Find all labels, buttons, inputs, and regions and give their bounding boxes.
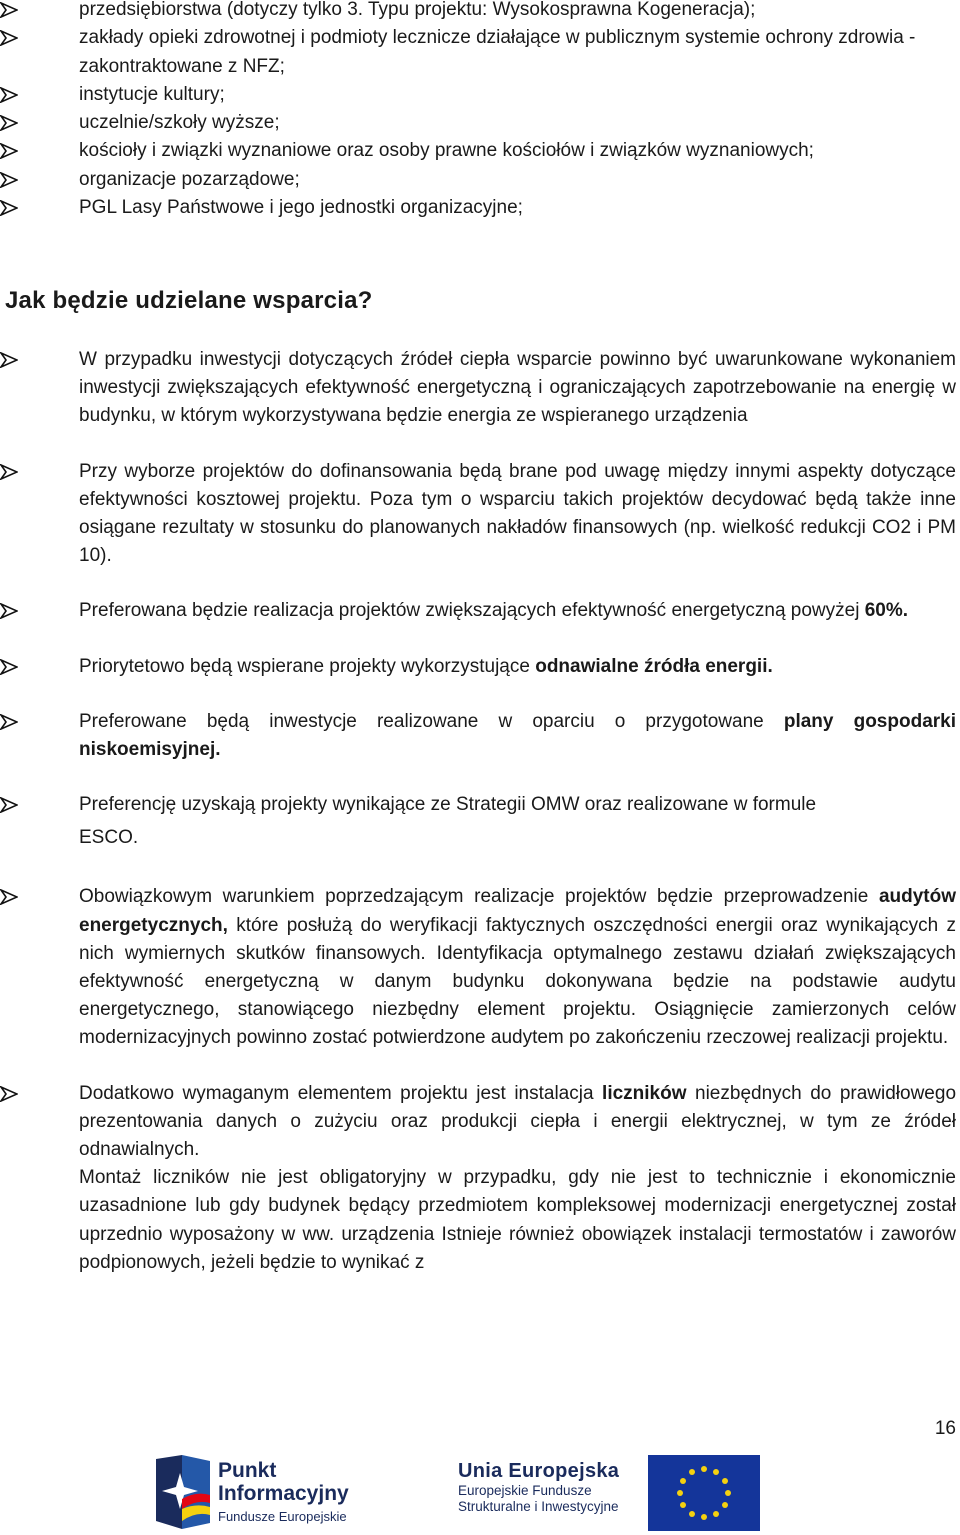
list-item <box>0 883 956 1052</box>
list-item <box>0 166 955 194</box>
paragraph-text: W przypadku inwestycji dotyczących źródeł ciepła wsparcie powinno być uwarunkowane wykonaniem inwestycji zwiększających efektywność energetyczną i ograniczających zapotrzebowanie na energię w budynku, w którym wykorzystywana będzie energia ze wspieranego urządzenia <box>79 349 956 427</box>
arrow-bullet-icon <box>0 172 18 188</box>
eligible-beneficiaries-list <box>0 0 955 222</box>
arrow-bullet-icon <box>0 352 18 368</box>
eu-flag-icon <box>648 1455 760 1531</box>
support-rules-list <box>0 346 956 1277</box>
list-item <box>0 346 956 431</box>
paragraph <box>79 458 956 571</box>
paragraph-text: Preferowana będzie realizacja projektów zwiększających efektywność energetyczną powyżej <box>79 600 860 622</box>
logo-text <box>218 1459 349 1524</box>
paragraph-text: Montaż liczników nie jest obligatoryjny w przypadku, gdy nie jest to technicznie i ekonomicznie uzasadnione lub gdy budynek będący przedmiotem kompleksowej modernizacji energetycznej został uprzednio wyposażony w ww. urządzenia Istnieje również obowiązek instalacji termostatów i zaworów podpionowych, jeżeli będzie to wynikać z <box>79 1167 956 1273</box>
paragraph-text: które posłużą do weryfikacji faktycznych oszczędności energii oraz wynikających z nich wymiernych skutków finansowych. Identyfikacja optymalnego zestawu działań zwiększających efektywność energetyczną w danym budynku dokonywana będzie na podstawie audytu energetycznego, stanowiącego niezbędny element projektu. Osiągnięcie zamierzonych celów modernizacyjnych powinno zostać potwierdzone audytem po zakończeniu rzeczowej realizacji projektu. <box>79 914 956 1049</box>
list-item <box>0 597 956 625</box>
list-item <box>0 81 955 109</box>
logo-subtitle: Strukturalne i Inwestycyjne <box>458 1499 619 1514</box>
logo-subtitle: Europejskie Fundusze <box>458 1483 592 1498</box>
paragraph <box>79 653 956 681</box>
list-item-text: PGL Lasy Państwowe i jego jednostki organizacyjne; <box>79 197 523 219</box>
list-item <box>0 137 955 165</box>
arrow-bullet-icon <box>0 115 18 131</box>
list-item-text: zakłady opieki zdrowotnej i podmioty lecznicze działające w publicznym systemie ochrony zdrowia - zakontraktowane z NFZ; <box>79 27 916 77</box>
list-item <box>0 458 956 571</box>
arrow-bullet-icon <box>0 143 18 159</box>
logo-title: Informacyjny <box>218 1482 349 1505</box>
paragraph-text: Obowiązkowym warunkiem poprzedzającym realizacje projektów będzie przeprowadzenie <box>79 886 869 908</box>
list-item <box>0 1080 956 1277</box>
paragraph <box>79 791 956 856</box>
punkt-informacyjny-logo <box>152 1451 372 1533</box>
arrow-bullet-icon <box>0 200 18 216</box>
list-item <box>0 791 956 856</box>
paragraph-text: Dodatkowo wymaganym elementem projektu jest instalacja <box>79 1082 594 1104</box>
logo-subtitle: Fundusze Europejskie <box>218 1509 347 1524</box>
paragraph <box>79 708 956 764</box>
arrow-bullet-icon <box>0 2 18 18</box>
paragraph-text: niezbędnych do prawidłowego prezentowania danych o zużyciu oraz produkcji ciepła i energii elektrycznej, w tym ze źródeł odnawialnych. <box>79 1082 957 1161</box>
paragraph <box>79 1080 956 1165</box>
list-item <box>0 109 955 137</box>
list-item-text: uczelnie/szkoły wyższe; <box>79 112 280 134</box>
list-item-text: kościoły i związki wyznaniowe oraz osoby prawne kościołów i związków wyznaniowych; <box>79 140 814 162</box>
logo-text <box>458 1459 619 1515</box>
bold-text: 60%. <box>864 600 909 622</box>
star-logo-icon <box>152 1451 214 1533</box>
arrow-bullet-icon <box>0 714 18 730</box>
paragraph-text: Preferowane będą inwestycje realizowane w oparciu o przygotowane <box>79 710 764 732</box>
eu-funds-logo <box>458 1453 768 1533</box>
arrow-bullet-icon <box>0 797 18 813</box>
arrow-bullet-icon <box>0 87 18 103</box>
bold-text: liczników <box>602 1082 687 1104</box>
logo-title: Unia Europejska <box>458 1460 620 1482</box>
arrow-bullet-icon <box>0 889 18 905</box>
paragraph-text: Przy wyborze projektów do dofinansowania będą brane pod uwagę między innymi aspekty dotyczące efektywności kosztowej projektu. Poza tym o wsparciu takich projektów decydować będą także inne osiągane rezultaty w stosunku do planowanych nakładów finansowych (np. wielkość redukcji CO2 i PM 10). <box>79 460 956 567</box>
arrow-bullet-icon <box>0 464 18 480</box>
arrow-bullet-icon <box>0 659 18 675</box>
arrow-bullet-icon <box>0 603 18 619</box>
paragraph <box>79 1164 956 1277</box>
list-item <box>0 653 956 681</box>
paragraph <box>79 883 956 1052</box>
paragraph-text: Priorytetowo będą wspierane projekty wykorzystujące <box>79 655 530 677</box>
page-number: 16 <box>934 1418 956 1439</box>
list-item <box>0 194 955 222</box>
bold-text: plany gospodarki niskoemisyjnej. <box>79 710 957 761</box>
paragraph <box>79 597 956 625</box>
paragraph <box>79 346 956 431</box>
section-heading: Jak będzie udzielane wsparcia? <box>5 287 373 314</box>
bold-text: odnawialne źródła energii. <box>535 655 773 677</box>
list-item-text: przedsiębiorstwa (dotyczy tylko 3. Typu projektu: Wysokosprawna Kogeneracja); <box>79 0 756 20</box>
arrow-bullet-icon <box>0 1086 18 1102</box>
list-item <box>0 708 956 764</box>
list-item <box>0 0 955 24</box>
list-item-text: organizacje pozarządowe; <box>79 168 300 190</box>
list-item-text: instytucje kultury; <box>79 83 225 105</box>
logo-title: Punkt <box>218 1459 277 1482</box>
paragraph-text: ESCO. <box>79 827 139 849</box>
bold-text: audytów energetycznych, <box>79 886 956 936</box>
arrow-bullet-icon <box>0 30 18 46</box>
list-item <box>0 24 955 81</box>
paragraph-text: Preferencję uzyskają projekty wynikające ze Strategii OMW oraz realizowane w formule <box>79 794 817 816</box>
